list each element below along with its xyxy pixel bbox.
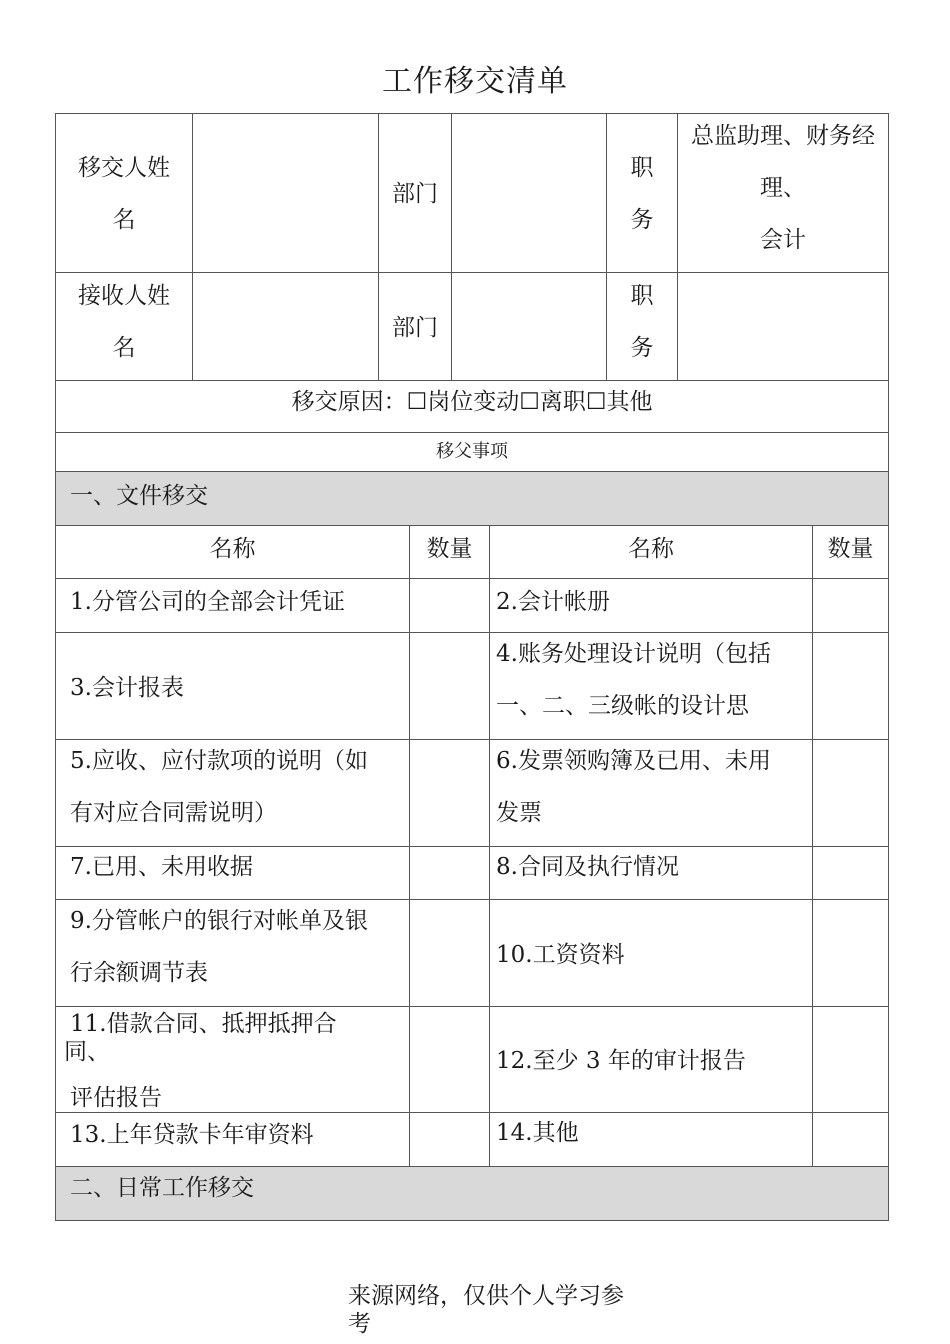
list-item: 2.会计帐册 [496, 589, 610, 615]
giver-name-label: 移交人姓 名 [78, 155, 170, 233]
list-item: 1.分管公司的全部会计凭证 [70, 589, 345, 615]
giver-name-value[interactable] [193, 168, 378, 220]
checkbox-icon[interactable]: ☐ [585, 389, 607, 415]
page-title: 工作移交清单 [382, 64, 568, 99]
col-qty-right: 数量 [827, 536, 874, 562]
list-item: 11.借款合同、抵押抵押合 同、 评估报告 [64, 1011, 337, 1111]
giver-role-label: 职 务 [630, 155, 654, 233]
list-item: 5.应收、应付款项的说明（如 有对应合同需说明） [70, 748, 368, 826]
checkbox-icon[interactable]: ☐ [519, 389, 540, 415]
giver-role-value: 总监助理、财务经 理、 会计 [691, 123, 875, 253]
reason-option-job-change: 岗位变动 [427, 389, 520, 415]
section1-heading: 一、文件移交 [70, 483, 208, 509]
list-item: 12.至少 3 年的审计报告 [496, 1048, 746, 1074]
receiver-role-value[interactable] [678, 302, 888, 354]
giver-dept-label: 部门 [392, 181, 438, 207]
receiver-name-label: 接收人姓 名 [78, 283, 170, 361]
handover-reason [56, 376, 888, 428]
checkbox-icon[interactable]: ☐ [406, 389, 428, 415]
giver-dept-value[interactable] [452, 168, 606, 220]
list-item: 13.上年贷款卡年审资料 [70, 1122, 314, 1148]
receiver-name-value[interactable] [193, 302, 378, 354]
list-item: 3.会计报表 [70, 675, 184, 701]
list-item: 10.工资资料 [496, 942, 625, 968]
col-name-right: 名称 [628, 536, 674, 562]
list-item: 4.账务处理设计说明（包括 一、二、三级帐的设计思 [496, 641, 771, 719]
list-item: 7.已用、未用收据 [70, 854, 253, 880]
list-item: 9.分管帐户的银行对帐单及银 行余额调节表 [70, 908, 368, 986]
list-item: 14.其他 [496, 1120, 579, 1146]
items-heading: 移父事项 [436, 441, 508, 462]
receiver-role-label: 职 务 [630, 283, 654, 361]
receiver-dept-value[interactable] [452, 302, 606, 354]
section2-heading: 二、日常工作移交 [70, 1175, 254, 1201]
col-name-left: 名称 [209, 536, 256, 562]
col-qty-left: 数量 [426, 536, 473, 562]
receiver-dept-label: 部门 [392, 315, 438, 341]
reason-label: 移交原因： [291, 389, 407, 415]
footer-note: 来源网络，仅供个人学习参 考 [348, 1283, 624, 1337]
reason-option-resignation: 离职 [539, 389, 586, 415]
reason-option-other: 其他 [606, 389, 653, 415]
list-item: 8.合同及执行情况 [496, 854, 679, 880]
list-item: 6.发票领购簿及已用、未用 发票 [496, 748, 771, 826]
